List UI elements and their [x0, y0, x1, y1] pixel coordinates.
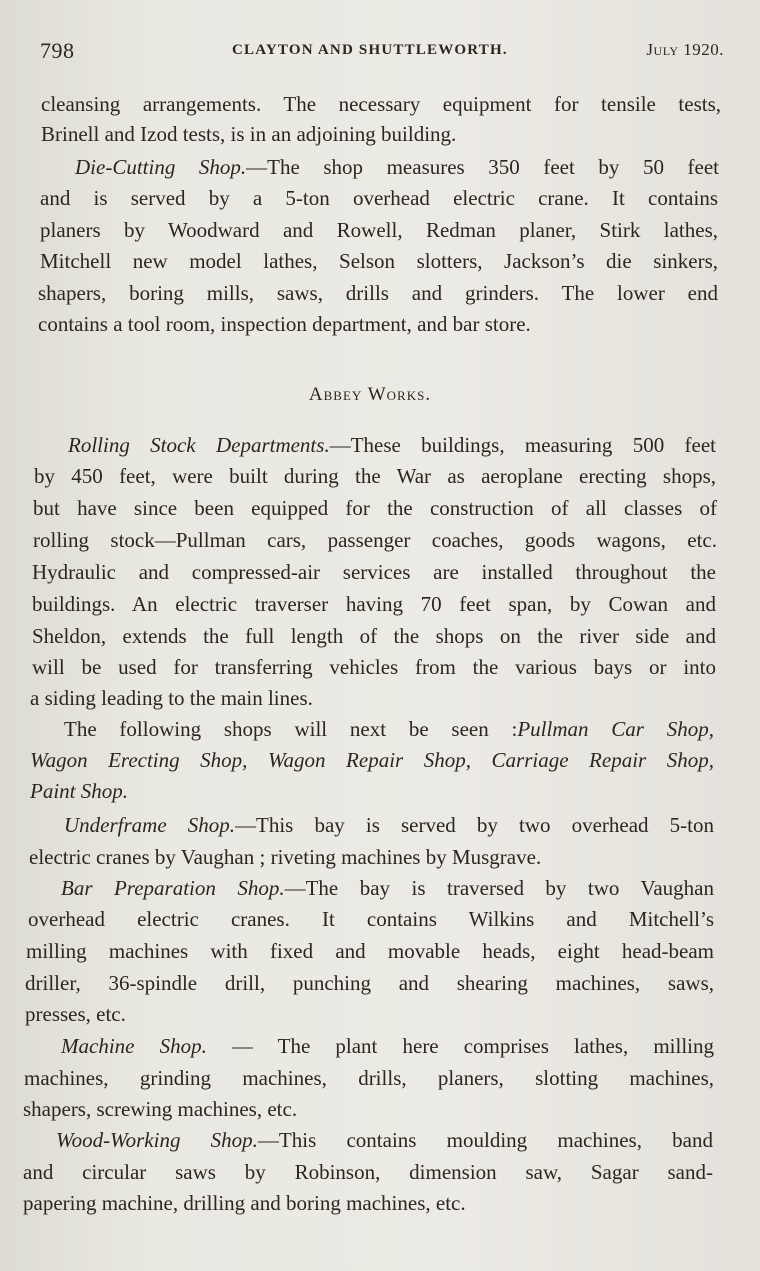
shop-name: Machine Shop.: [61, 1034, 207, 1058]
page-header: [40, 38, 724, 68]
text-line: rolling stock—Pullman cars, passenger coaches, goods wagons, etc.: [33, 528, 717, 552]
text-line: Sheldon, extends the full length of the shops on the river side and: [32, 624, 716, 648]
text-line: planers by Woodward and Rowell, Redman planer, Stirk lathes,: [40, 218, 718, 242]
text-line: presses, etc.: [25, 1002, 126, 1026]
text-line: by 450 feet, were built during the War as aeroplane erecting shops,: [34, 464, 716, 488]
text-line: cleansing arrangements. The necessary equipment for tensile tests,: [41, 92, 721, 116]
text-line: buildings. An electric traverser having 70 feet span, by Cowan and: [32, 592, 716, 616]
text-line: Mitchell new model lathes, Selson slotters, Jackson’s die sinkers,: [40, 249, 718, 273]
text-line: [36, 435, 716, 456]
shop-name: Bar Preparation Shop.: [61, 876, 285, 900]
header-date: July 1920.: [646, 40, 724, 59]
text-span: —This contains moulding machines, band: [257, 1128, 713, 1152]
text-line: but have since been equipped for the construction of all classes of: [33, 496, 717, 520]
text-line: shapers, screwing machines, etc.: [23, 1097, 298, 1121]
text-line: [41, 157, 719, 178]
shop-name: Die-Cutting Shop.: [75, 155, 247, 179]
text-line: shapers, boring mills, saws, drills and grinders. The lower end: [38, 281, 718, 305]
text-span: —These buildings, measuring 500 feet: [329, 433, 717, 457]
text-line: electric cranes by Vaughan ; riveting machines by Musgrave.: [29, 845, 542, 869]
text-span: —This bay is served by two overhead 5-ton: [235, 813, 714, 837]
text-line: contains a tool room, inspection department, and bar store.: [38, 312, 531, 336]
running-head: CLAYTON AND SHUTTLEWORTH.: [232, 42, 508, 58]
text-line: papering machine, drilling and boring machines, etc.: [23, 1191, 466, 1215]
text-line: [30, 815, 714, 836]
text-line: machines, grinding machines, drills, planers, slotting machines,: [24, 1066, 714, 1090]
shop-name: Wood-Working Shop.: [56, 1128, 258, 1152]
section-heading: Abbey Works.: [308, 384, 432, 405]
text-line: and is served by a 5-ton overhead electric crane. It contains: [40, 186, 718, 210]
text-line: overhead electric cranes. It contains Wilkins and Mitchell’s: [28, 907, 714, 931]
text-span: The following shops will next be seen :: [64, 717, 518, 741]
shop-name: Rolling Stock Departments.: [68, 433, 330, 457]
text-span: —The shop measures 350 feet by 50 feet: [246, 155, 719, 179]
text-line: driller, 36-spindle drill, punching and shearing machines, saws,: [25, 971, 714, 995]
shop-name: Underframe Shop.: [64, 813, 236, 837]
text-line: will be used for transferring vehicles from the various bays or into: [32, 655, 716, 679]
shop-list-line: Paint Shop.: [30, 779, 128, 803]
text-line: and circular saws by Robinson, dimension saw, Sagar sand-: [23, 1160, 713, 1184]
page-number: 798: [40, 38, 75, 63]
shop-list-line: Wagon Erecting Shop, Wagon Repair Shop, Carriage Repair Shop,: [30, 748, 714, 772]
text-line: [25, 1036, 714, 1057]
text-line: [30, 719, 714, 740]
text-span: — The plant here comprises lathes, milling: [206, 1034, 714, 1058]
shop-name: Pullman Car Shop,: [517, 717, 714, 741]
text-span: —The bay is traversed by two Vaughan: [284, 876, 714, 900]
text-line: [29, 878, 714, 899]
text-line: milling machines with fixed and movable heads, eight head-beam: [26, 939, 714, 963]
text-line: Hydraulic and compressed-air services are installed throughout the: [32, 560, 716, 584]
text-line: Brinell and Izod tests, is in an adjoining building.: [41, 122, 457, 146]
text-line: a siding leading to the main lines.: [30, 686, 313, 710]
text-line: [23, 1130, 713, 1151]
